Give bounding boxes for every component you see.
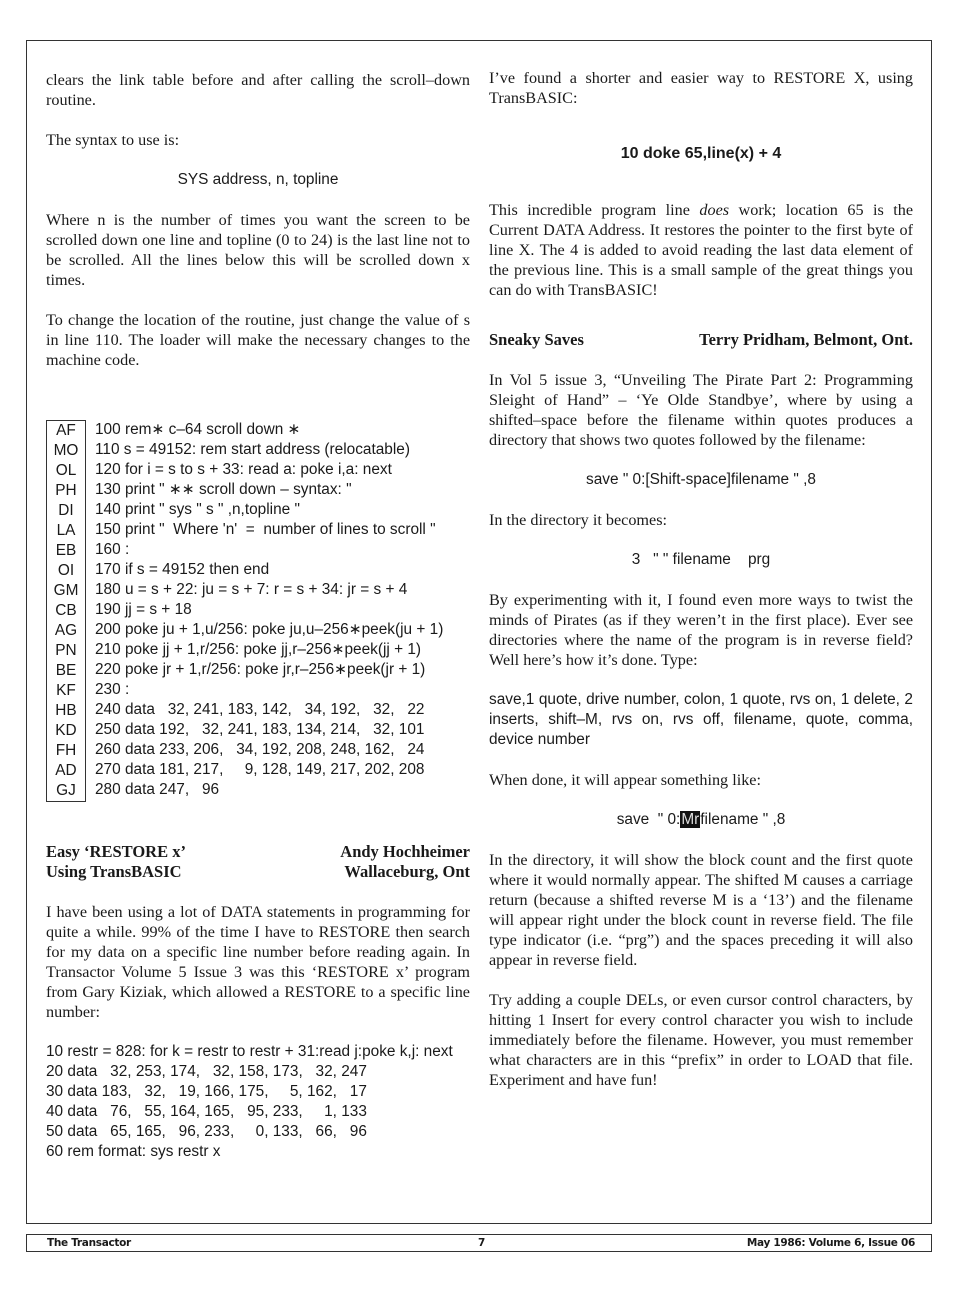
- intro-continuation: clears the link table before and after calling the scroll–down routine.: [46, 71, 470, 109]
- code-line: 140 print " sys " s " ,n,topline ": [95, 501, 300, 518]
- checksum: AG: [54, 622, 78, 639]
- dir-intro: In the directory it becomes:: [489, 511, 667, 529]
- article-author: Terry Pridham, Belmont, Ont.: [699, 330, 913, 349]
- code-line: 60 rem format: sys restr x: [46, 1143, 221, 1160]
- code-line: 170 if s = 49152 then end: [95, 561, 270, 578]
- doke-explanation: [489, 200, 913, 300]
- article-title: Using TransBASIC: [46, 862, 182, 881]
- code-line: 50 data 65, 165, 96, 233, 0, 133, 66, 96: [46, 1123, 367, 1140]
- checksum: AD: [55, 762, 77, 779]
- checksum-column: [46, 420, 86, 802]
- article-title: Sneaky Saves: [489, 330, 584, 349]
- checksum: KD: [55, 722, 77, 739]
- checksum: PN: [55, 642, 77, 659]
- sneaky-para-2: By experimenting with it, I found even more ways to twist the minds of Pirates (as if they weren’t in the first place). Ever see directories where the name of the program is in reverse field? Well here’s how it’s done. Type:: [489, 591, 913, 669]
- code-line: 150 print " Where 'n' = number of lines to scroll ": [95, 521, 436, 538]
- code-line: 10 restr = 828: for k = restr to restr + 31:read j:poke k,j: next: [46, 1043, 453, 1060]
- code-line: 220 poke jr + 1,r/256: poke jr,r–256∗peek(jr + 1): [95, 661, 426, 678]
- article-author: Andy Hochheimer: [340, 842, 470, 861]
- publication-name: The Transactor: [47, 1237, 131, 1249]
- code-lines: [86, 420, 443, 802]
- code-line: 230 :: [95, 681, 130, 698]
- checksum: MO: [53, 442, 79, 459]
- relocate-note: To change the location of the routine, just change the value of s in line 110. The loader will make the necessary changes to the machine code.: [46, 311, 470, 369]
- save-example: save " 0:[Shift-space]filename " ,8: [586, 471, 816, 488]
- dir-example: 3 " " filename prg: [631, 551, 771, 568]
- code-line: 260 data 233, 206, 34, 192, 208, 248, 162, 24: [95, 741, 425, 758]
- scroll-down-listing: [46, 420, 470, 802]
- checksum: CB: [55, 602, 77, 619]
- text: filename " ,8: [700, 811, 786, 828]
- code-line: 270 data 181, 217, 9, 128, 149, 217, 202, 208: [95, 761, 425, 778]
- checksum: BE: [55, 662, 77, 679]
- transbasic-intro: I’ve found a shorter and easier way to RESTORE X, using TransBASIC:: [489, 69, 913, 107]
- code-line: 110 s = 49152: rem start address (relocatable): [95, 441, 410, 458]
- code-line: 20 data 32, 253, 174, 32, 158, 173, 32, 247: [46, 1063, 367, 1080]
- checksum: GJ: [56, 782, 76, 799]
- right-column: [489, 68, 913, 1090]
- checksum: AF: [56, 422, 76, 439]
- doke-line: 10 doke 65,line(x) + 4: [620, 145, 782, 162]
- code-line: 190 jj = s + 18: [95, 601, 192, 618]
- syntax-intro: The syntax to use is:: [46, 131, 180, 149]
- code-line: 280 data 247, 96: [95, 781, 220, 798]
- page-number: 7: [478, 1237, 486, 1249]
- sneaky-para-3: In the directory, it will show the block count and the first quote where it would normally appear. The shifted M causes a carriage return (because a shifted reverse M is a ‘13’) and the filename will appear right under the block count in reverse field. The file type indicator (i.e. “prg”) and the spaces preceding it will also appear in reverse field.: [489, 851, 913, 969]
- checksum: DI: [58, 502, 74, 519]
- keystrokes: save,1 quote, drive number, colon, 1 quote, rvs on, 1 delete, 2 inserts, shift–M, rvs on, rvs off, filename, quote, comma, device number: [489, 691, 913, 748]
- result-intro: When done, it will appear something like:: [489, 771, 761, 789]
- checksum: LA: [56, 522, 76, 539]
- code-line: 100 rem∗ c–64 scroll down ∗: [95, 421, 301, 438]
- checksum: KF: [56, 682, 76, 699]
- text: This incredible program line: [489, 201, 700, 219]
- reverse-field-text: Mr: [681, 811, 700, 828]
- checksum: EB: [55, 542, 77, 559]
- checksum: PH: [55, 482, 77, 499]
- code-line: 120 for i = s to s + 33: read a: poke i,a: next: [95, 461, 392, 478]
- code-line: 160 :: [95, 541, 130, 558]
- syntax-line: SYS address, n, topline: [177, 171, 339, 188]
- article-heading-restore: [46, 842, 470, 882]
- emphasis: does: [699, 201, 730, 219]
- article-heading-sneaky-saves: [489, 330, 913, 350]
- code-line: 200 poke ju + 1,u/256: poke ju,u–256∗peek(ju + 1): [95, 621, 444, 638]
- checksum: HB: [55, 702, 77, 719]
- code-line: 180 u = s + 22: ju = s + 7: r = s + 34: jr = s + 4: [95, 581, 408, 598]
- text: save " 0:: [616, 811, 681, 828]
- code-line: 240 data 32, 241, 183, 142, 34, 192, 32, 22: [95, 701, 425, 718]
- code-line: 130 print " ∗∗ scroll down – syntax: ": [95, 481, 352, 498]
- syntax-explanation: Where n is the number of times you want the screen to be scrolled down one line and topline (0 to 24) is the last line not to be scrolled. All the lines below this will be scrolled down x times.: [46, 211, 470, 289]
- restore-listing: [46, 1042, 470, 1162]
- code-line: 40 data 76, 55, 164, 165, 95, 233, 1, 133: [46, 1103, 367, 1120]
- code-line: 250 data 192, 32, 241, 183, 134, 214, 32, 101: [95, 721, 425, 738]
- sneaky-para-4: Try adding a couple DELs, or even cursor control characters, by hitting 1 Insert for every control character you wish to include immediately before the filename. However, you must remember what characters are in this “prefix” in order to LOAD that file. Experiment and have fun!: [489, 991, 913, 1089]
- left-column: [46, 70, 470, 1162]
- sneaky-para-1: In Vol 5 issue 3, “Unveiling The Pirate Part 2: Programming Sleight of Hand” – ‘Ye Olde Standbye’, where by using a shifted–space before the filename within quotes produces a directory that shows two quotes followed by the filename:: [489, 371, 913, 449]
- checksum: GM: [53, 582, 79, 599]
- article-location: Wallaceburg, Ont: [344, 862, 470, 881]
- code-line: 30 data 183, 32, 19, 166, 175, 5, 162, 17: [46, 1083, 367, 1100]
- text: work; location 65 is the Current DATA Address. It restores the pointer to the first byte of line X. The 4 is added to avoid reading the last data element of the previous line. This is a small sample of the great things you can do with TransBASIC!: [489, 201, 914, 299]
- checksum: OL: [55, 462, 77, 479]
- code-line: 210 poke jj + 1,r/256: poke jj,r–256∗peek(jj + 1): [95, 641, 422, 658]
- article-title: Easy ‘RESTORE x’: [46, 842, 186, 861]
- page-footer: [26, 1234, 932, 1252]
- restore-body: I have been using a lot of DATA statements in programming for quite a while. 99% of the time I have to RESTORE then search for my data on a specific line number before reading again. In Transactor Volume 5 Issue 3 was this ‘RESTORE x’ program from Gary Kiziak, which allowed a RESTORE to a specific line number:: [46, 903, 470, 1021]
- issue-info: May 1986: Volume 6, Issue 06: [746, 1237, 915, 1249]
- result-example: [489, 810, 913, 830]
- checksum: FH: [55, 742, 77, 759]
- checksum: OI: [57, 562, 75, 579]
